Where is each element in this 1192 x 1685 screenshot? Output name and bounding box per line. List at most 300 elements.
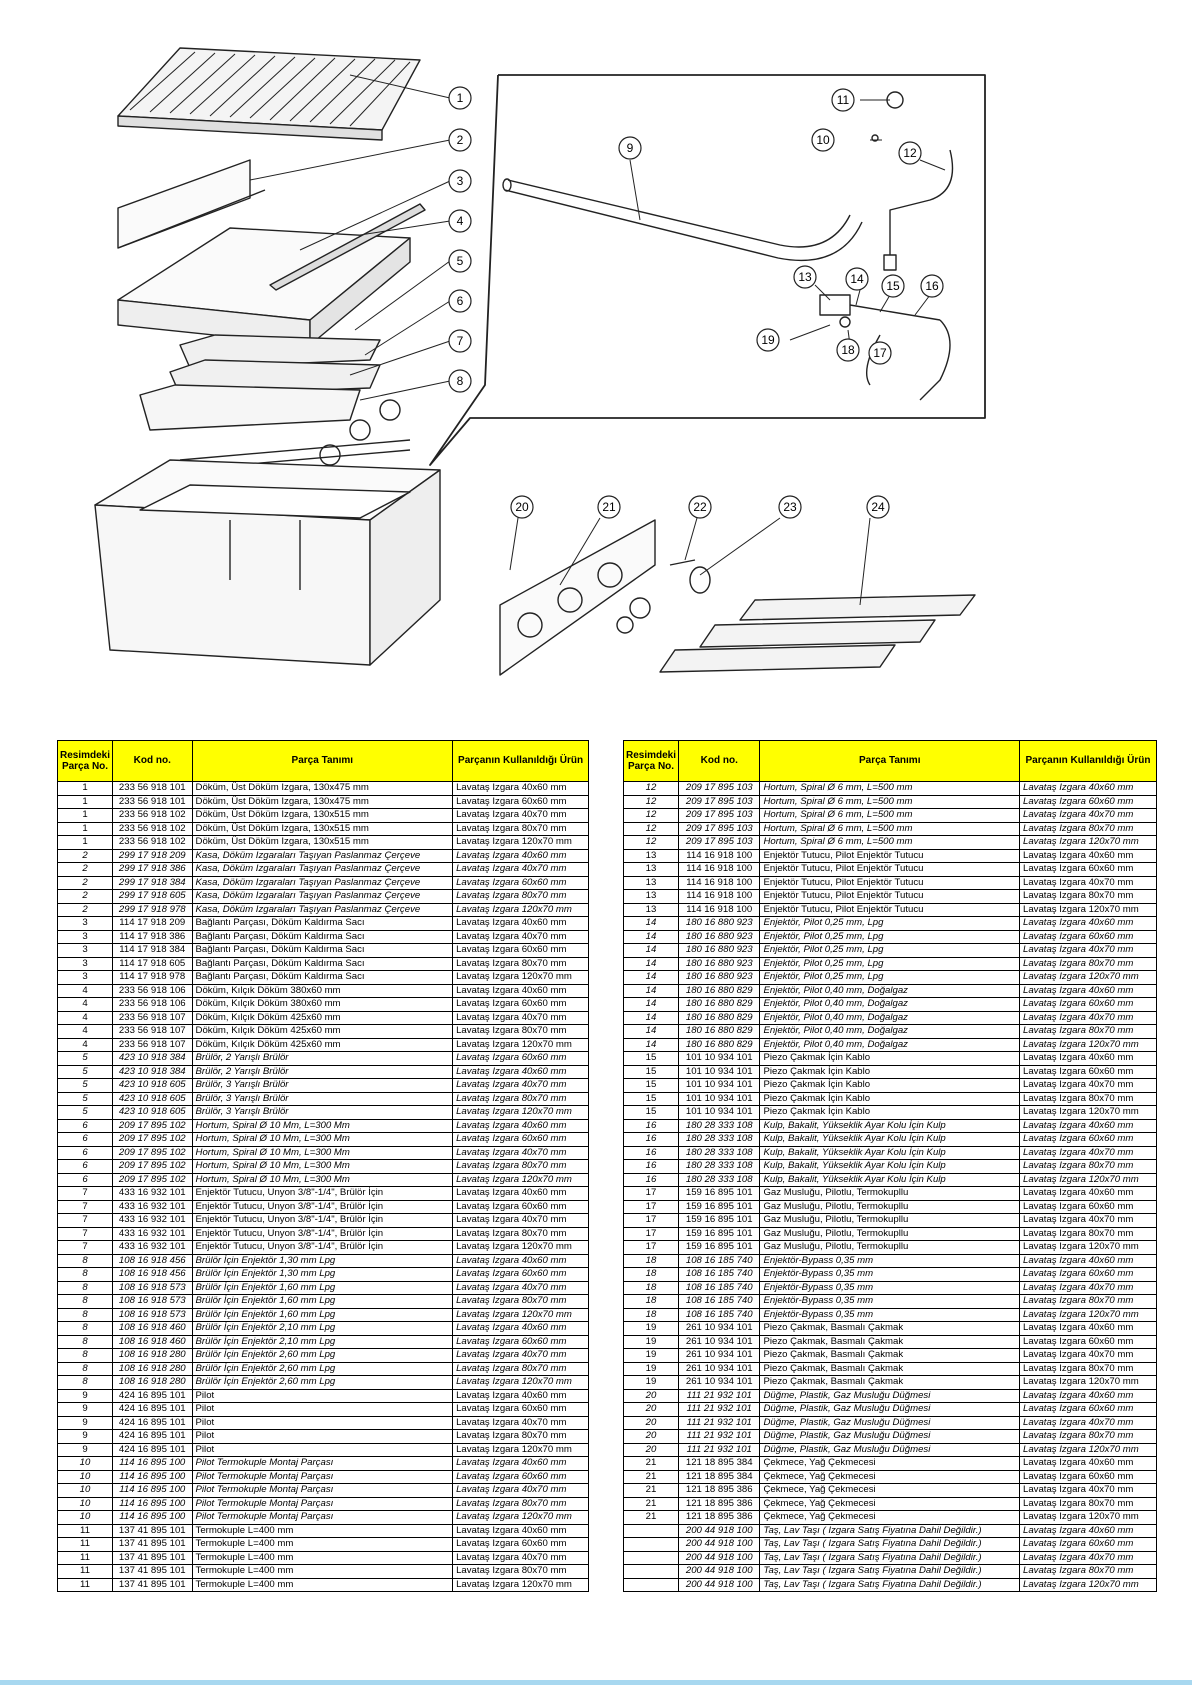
part-no-cell: 7	[58, 1187, 113, 1201]
description-cell: Enjektör Tutucu, Unyon 3/8"-1/4", Brülör İçin	[192, 1214, 453, 1228]
product-cell: Lavataş Izgara 120x70 mm	[453, 971, 589, 985]
product-cell: Lavataş Izgara 40x70 mm	[1020, 1416, 1157, 1430]
product-cell: Lavataş Izgara 80x70 mm	[1020, 957, 1157, 971]
product-cell: Lavataş Izgara 80x70 mm	[453, 822, 589, 836]
product-cell: Lavataş Izgara 60x60 mm	[1020, 1268, 1157, 1282]
table-row	[58, 1524, 589, 1538]
code-cell: 209 17 895 102	[113, 1160, 193, 1174]
code-cell: 180 28 333 108	[679, 1160, 760, 1174]
table-row	[58, 1254, 589, 1268]
description-cell: Enjektör-Bypass 0,35 mm	[760, 1308, 1020, 1322]
table-row	[624, 1025, 1157, 1039]
product-cell: Lavataş Izgara 40x70 mm	[453, 1011, 589, 1025]
product-cell: Lavataş Izgara 60x60 mm	[1020, 998, 1157, 1012]
code-cell: 209 17 895 103	[679, 809, 760, 823]
table-header-row	[58, 741, 589, 782]
code-cell: 209 17 895 103	[679, 795, 760, 809]
table-row	[624, 1079, 1157, 1093]
part-no-cell: 12	[624, 782, 679, 796]
part-no-cell: 19	[624, 1335, 679, 1349]
part-no-cell: 10	[58, 1497, 113, 1511]
table-row	[58, 1484, 589, 1498]
table-row	[624, 957, 1157, 971]
description-cell: Düğme, Plastik, Gaz Musluğu Düğmesi	[760, 1416, 1020, 1430]
table-row	[58, 1052, 589, 1066]
code-cell: 111 21 932 101	[679, 1430, 760, 1444]
table-row	[58, 1241, 589, 1255]
table-row	[624, 1511, 1157, 1525]
code-cell: 299 17 918 384	[113, 876, 193, 890]
description-cell: Kasa, Döküm Izgaraları Taşıyan Paslanmaz Çerçeve	[192, 863, 453, 877]
callout-24: 24	[871, 500, 885, 514]
description-cell: Hortum, Spiral Ø 6 mm, L=500 mm	[760, 782, 1020, 796]
description-cell: Hortum, Spiral Ø 6 mm, L=500 mm	[760, 795, 1020, 809]
code-cell: 101 10 934 101	[679, 1092, 760, 1106]
product-cell: Lavataş Izgara 40x60 mm	[453, 1389, 589, 1403]
part-no-cell: 16	[624, 1133, 679, 1147]
code-cell: 423 10 918 605	[113, 1079, 193, 1093]
product-cell: Lavataş Izgara 60x60 mm	[453, 876, 589, 890]
product-cell: Lavataş Izgara 80x70 mm	[1020, 890, 1157, 904]
code-cell: 233 56 918 101	[113, 782, 193, 796]
table-row	[624, 849, 1157, 863]
table-row	[58, 1146, 589, 1160]
table-row	[624, 1268, 1157, 1282]
part-no-cell: 8	[58, 1281, 113, 1295]
product-cell: Lavataş Izgara 40x70 mm	[453, 1349, 589, 1363]
code-cell: 261 10 934 101	[679, 1335, 760, 1349]
part-no-cell: 6	[58, 1146, 113, 1160]
part-no-cell: 5	[58, 1052, 113, 1066]
table-row	[624, 1106, 1157, 1120]
description-cell: Enjektör Tutucu, Pilot Enjektör Tutucu	[760, 876, 1020, 890]
callout-23: 23	[783, 500, 797, 514]
part-no-cell: 5	[58, 1092, 113, 1106]
callout-22: 22	[693, 500, 707, 514]
part-no-cell: 17	[624, 1200, 679, 1214]
code-cell: 108 16 918 456	[113, 1254, 193, 1268]
bottom-accent-bar	[0, 1680, 1192, 1685]
table-row	[58, 1362, 589, 1376]
description-cell: Hortum, Spiral Ø 10 Mm, L=300 Mm	[192, 1146, 453, 1160]
code-cell: 180 16 880 829	[679, 1038, 760, 1052]
table-row	[624, 1565, 1157, 1579]
description-cell: Gaz Musluğu, Pilotlu, Termokupllu	[760, 1214, 1020, 1228]
code-cell: 159 16 895 101	[679, 1227, 760, 1241]
description-cell: Çekmece, Yağ Çekmecesi	[760, 1484, 1020, 1498]
code-cell: 108 16 918 573	[113, 1281, 193, 1295]
product-cell: Lavataş Izgara 40x70 mm	[453, 1416, 589, 1430]
description-cell: Gaz Musluğu, Pilotlu, Termokupllu	[760, 1227, 1020, 1241]
part-no-cell: 4	[58, 1025, 113, 1039]
description-cell: Termokuple L=400 mm	[192, 1524, 453, 1538]
code-cell: 233 56 918 101	[113, 795, 193, 809]
description-cell: Kasa, Döküm Izgaraları Taşıyan Paslanmaz Çerçeve	[192, 890, 453, 904]
table-row	[624, 863, 1157, 877]
code-cell: 209 17 895 103	[679, 782, 760, 796]
part-no-cell: 3	[58, 930, 113, 944]
callout-2: 2	[456, 133, 464, 147]
product-cell: Lavataş Izgara 120x70 mm	[1020, 971, 1157, 985]
code-cell: 101 10 934 101	[679, 1106, 760, 1120]
product-cell: Lavataş Izgara 120x70 mm	[1020, 836, 1157, 850]
code-cell: 137 41 895 101	[113, 1578, 193, 1592]
product-cell: Lavataş Izgara 80x70 mm	[1020, 822, 1157, 836]
part-no-cell: 8	[58, 1295, 113, 1309]
code-cell: 121 18 895 384	[679, 1457, 760, 1471]
code-cell: 114 16 918 100	[679, 903, 760, 917]
table-row	[624, 1187, 1157, 1201]
part-no-cell: 20	[624, 1403, 679, 1417]
table-row	[624, 1092, 1157, 1106]
code-cell: 180 16 880 829	[679, 1011, 760, 1025]
description-cell: Piezo Çakmak İçin Kablo	[760, 1052, 1020, 1066]
description-cell: Brülör İçin Enjektör 2,60 mm Lpg	[192, 1349, 453, 1363]
part-no-cell: 3	[58, 971, 113, 985]
part-no-cell: 19	[624, 1362, 679, 1376]
product-cell: Lavataş Izgara 80x70 mm	[1020, 1362, 1157, 1376]
part-no-cell: 4	[58, 984, 113, 998]
product-cell: Lavataş Izgara 60x60 mm	[453, 1133, 589, 1147]
part-no-cell	[624, 1578, 679, 1592]
table-row	[58, 1335, 589, 1349]
description-cell: Enjektör Tutucu, Unyon 3/8"-1/4", Brülör İçin	[192, 1187, 453, 1201]
product-cell: Lavataş Izgara 120x70 mm	[453, 1578, 589, 1592]
part-no-cell: 2	[58, 903, 113, 917]
table-row	[58, 1227, 589, 1241]
header-part-no: Resimdeki Parça No.	[624, 741, 679, 782]
part-no-cell: 3	[58, 957, 113, 971]
part-no-cell: 5	[58, 1065, 113, 1079]
product-cell: Lavataş Izgara 60x60 mm	[1020, 1133, 1157, 1147]
table-row	[624, 1484, 1157, 1498]
table-row	[624, 1254, 1157, 1268]
product-cell: Lavataş Izgara 40x70 mm	[1020, 1484, 1157, 1498]
code-cell: 423 10 918 384	[113, 1065, 193, 1079]
description-cell: Döküm, Kılçık Döküm 380x60 mm	[192, 998, 453, 1012]
part-no-cell: 16	[624, 1173, 679, 1187]
product-cell: Lavataş Izgara 60x60 mm	[1020, 1065, 1157, 1079]
table-row	[624, 1281, 1157, 1295]
description-cell: Döküm, Kılçık Döküm 425x60 mm	[192, 1038, 453, 1052]
code-cell: 108 16 918 460	[113, 1322, 193, 1336]
product-cell: Lavataş Izgara 40x70 mm	[1020, 1146, 1157, 1160]
code-cell: 299 17 918 386	[113, 863, 193, 877]
description-cell: Döküm, Üst Döküm Izgara, 130x475 mm	[192, 782, 453, 796]
part-no-cell: 14	[624, 984, 679, 998]
part-no-cell: 1	[58, 822, 113, 836]
table-row	[58, 1349, 589, 1363]
table-row	[58, 971, 589, 985]
code-cell: 159 16 895 101	[679, 1214, 760, 1228]
code-cell: 137 41 895 101	[113, 1551, 193, 1565]
description-cell: Kulp, Bakalit, Yükseklik Ayar Kolu İçin Kulp	[760, 1160, 1020, 1174]
table-row	[58, 1119, 589, 1133]
code-cell: 233 56 918 102	[113, 836, 193, 850]
product-cell: Lavataş Izgara 60x60 mm	[1020, 795, 1157, 809]
code-cell: 233 56 918 106	[113, 998, 193, 1012]
header-code: Kod no.	[113, 741, 193, 782]
table-row	[624, 1241, 1157, 1255]
product-cell: Lavataş Izgara 60x60 mm	[453, 998, 589, 1012]
table-body-left	[58, 782, 589, 1592]
description-cell: Pilot	[192, 1416, 453, 1430]
product-cell: Lavataş Izgara 80x70 mm	[453, 1092, 589, 1106]
part-no-cell: 14	[624, 1038, 679, 1052]
table-row	[624, 1119, 1157, 1133]
callout-11: 11	[836, 93, 850, 107]
description-cell: Enjektör Tutucu, Pilot Enjektör Tutucu	[760, 890, 1020, 904]
description-cell: Döküm, Kılçık Döküm 425x60 mm	[192, 1011, 453, 1025]
description-cell: Taş, Lav Taşı ( Izgara Satış Fiyatına Dahil Değildir.)	[760, 1524, 1020, 1538]
part-no-cell: 12	[624, 795, 679, 809]
part-no-cell: 1	[58, 782, 113, 796]
description-cell: Brülör İçin Enjektör 2,60 mm Lpg	[192, 1376, 453, 1390]
description-cell: Brülör İçin Enjektör 2,10 mm Lpg	[192, 1335, 453, 1349]
table-row	[58, 1160, 589, 1174]
part-no-cell: 9	[58, 1443, 113, 1457]
description-cell: Brülör İçin Enjektör 1,30 mm Lpg	[192, 1254, 453, 1268]
product-cell: Lavataş Izgara 40x60 mm	[1020, 917, 1157, 931]
product-cell: Lavataş Izgara 120x70 mm	[453, 1038, 589, 1052]
part-no-cell: 6	[58, 1160, 113, 1174]
part-no-cell: 14	[624, 971, 679, 985]
description-cell: Bağlantı Parçası, Döküm Kaldırma Sacı	[192, 917, 453, 931]
product-cell: Lavataş Izgara 120x70 mm	[1020, 1578, 1157, 1592]
table-row	[624, 1416, 1157, 1430]
description-cell: Kulp, Bakalit, Yükseklik Ayar Kolu İçin Kulp	[760, 1146, 1020, 1160]
part-no-cell: 15	[624, 1052, 679, 1066]
part-no-cell: 5	[58, 1106, 113, 1120]
description-cell: Termokuple L=400 mm	[192, 1538, 453, 1552]
description-cell: Brülör, 3 Yarışlı Brülör	[192, 1092, 453, 1106]
table-row	[624, 1538, 1157, 1552]
description-cell: Enjektör, Pilot 0,25 mm, Lpg	[760, 917, 1020, 931]
callout-8: 8	[456, 374, 464, 388]
product-cell: Lavataş Izgara 40x70 mm	[1020, 1079, 1157, 1093]
part-no-cell: 2	[58, 876, 113, 890]
product-cell: Lavataş Izgara 80x70 mm	[1020, 1025, 1157, 1039]
table-row	[58, 1551, 589, 1565]
product-cell: Lavataş Izgara 80x70 mm	[1020, 1497, 1157, 1511]
part-no-cell: 16	[624, 1119, 679, 1133]
description-cell: Hortum, Spiral Ø 6 mm, L=500 mm	[760, 836, 1020, 850]
description-cell: Pilot Termokuple Montaj Parçası	[192, 1511, 453, 1525]
product-cell: Lavataş Izgara 80x70 mm	[1020, 1227, 1157, 1241]
product-cell: Lavataş Izgara 40x60 mm	[1020, 1457, 1157, 1471]
description-cell: Bağlantı Parçası, Döküm Kaldırma Sacı	[192, 971, 453, 985]
product-cell: Lavataş Izgara 80x70 mm	[1020, 1430, 1157, 1444]
product-cell: Lavataş Izgara 40x60 mm	[1020, 1322, 1157, 1336]
code-cell: 180 16 880 829	[679, 998, 760, 1012]
code-cell: 180 28 333 108	[679, 1133, 760, 1147]
description-cell: Pilot	[192, 1403, 453, 1417]
table-row	[58, 1281, 589, 1295]
product-cell: Lavataş Izgara 40x60 mm	[1020, 1052, 1157, 1066]
table-row	[624, 1376, 1157, 1390]
product-cell: Lavataş Izgara 40x70 mm	[1020, 1011, 1157, 1025]
product-cell: Lavataş Izgara 80x70 mm	[453, 890, 589, 904]
code-cell: 180 16 880 923	[679, 917, 760, 931]
table-row	[624, 809, 1157, 823]
table-row	[58, 1133, 589, 1147]
product-cell: Lavataş Izgara 40x70 mm	[453, 1281, 589, 1295]
product-cell: Lavataş Izgara 40x60 mm	[1020, 984, 1157, 998]
description-cell: Kulp, Bakalit, Yükseklik Ayar Kolu İçin Kulp	[760, 1173, 1020, 1187]
description-cell: Enjektör Tutucu, Pilot Enjektör Tutucu	[760, 903, 1020, 917]
code-cell: 433 16 932 101	[113, 1241, 193, 1255]
table-row	[624, 1430, 1157, 1444]
product-cell: Lavataş Izgara 120x70 mm	[1020, 1376, 1157, 1390]
callout-13: 13	[798, 270, 812, 284]
part-no-cell	[624, 1565, 679, 1579]
description-cell: Döküm, Üst Döküm Izgara, 130x515 mm	[192, 822, 453, 836]
table-row	[624, 1457, 1157, 1471]
description-cell: Brülör İçin Enjektör 2,10 mm Lpg	[192, 1322, 453, 1336]
description-cell: Piezo Çakmak İçin Kablo	[760, 1092, 1020, 1106]
product-cell: Lavataş Izgara 40x60 mm	[453, 917, 589, 931]
table-row	[58, 849, 589, 863]
part-no-cell: 19	[624, 1349, 679, 1363]
description-cell: Enjektör-Bypass 0,35 mm	[760, 1281, 1020, 1295]
table-row	[58, 1011, 589, 1025]
table-row	[58, 782, 589, 796]
product-cell: Lavataş Izgara 40x60 mm	[453, 1187, 589, 1201]
product-cell: Lavataş Izgara 40x70 mm	[1020, 1349, 1157, 1363]
description-cell: Termokuple L=400 mm	[192, 1565, 453, 1579]
table-row	[58, 930, 589, 944]
description-cell: Döküm, Üst Döküm Izgara, 130x475 mm	[192, 795, 453, 809]
part-no-cell: 18	[624, 1295, 679, 1309]
table-row	[58, 1403, 589, 1417]
part-no-cell: 8	[58, 1268, 113, 1282]
product-cell: Lavataş Izgara 120x70 mm	[1020, 1443, 1157, 1457]
description-cell: Hortum, Spiral Ø 6 mm, L=500 mm	[760, 822, 1020, 836]
product-cell: Lavataş Izgara 60x60 mm	[1020, 1470, 1157, 1484]
part-no-cell: 2	[58, 863, 113, 877]
code-cell: 433 16 932 101	[113, 1187, 193, 1201]
description-cell: Brülör, 2 Yarışlı Brülör	[192, 1052, 453, 1066]
description-cell: Hortum, Spiral Ø 10 Mm, L=300 Mm	[192, 1119, 453, 1133]
table-row	[58, 1443, 589, 1457]
code-cell: 121 18 895 386	[679, 1497, 760, 1511]
table-row	[58, 1079, 589, 1093]
table-row	[624, 1160, 1157, 1174]
description-cell: Enjektör-Bypass 0,35 mm	[760, 1254, 1020, 1268]
code-cell: 121 18 895 386	[679, 1511, 760, 1525]
description-cell: Kasa, Döküm Izgaraları Taşıyan Paslanmaz Çerçeve	[192, 876, 453, 890]
code-cell: 101 10 934 101	[679, 1079, 760, 1093]
product-cell: Lavataş Izgara 120x70 mm	[1020, 1106, 1157, 1120]
description-cell: Enjektör Tutucu, Unyon 3/8"-1/4", Brülör İçin	[192, 1227, 453, 1241]
table-row	[624, 1227, 1157, 1241]
table-row	[624, 1308, 1157, 1322]
product-cell: Lavataş Izgara 120x70 mm	[453, 1241, 589, 1255]
description-cell: Düğme, Plastik, Gaz Musluğu Düğmesi	[760, 1403, 1020, 1417]
description-cell: Kulp, Bakalit, Yükseklik Ayar Kolu İçin Kulp	[760, 1133, 1020, 1147]
table-row	[624, 1052, 1157, 1066]
table-row	[624, 984, 1157, 998]
part-no-cell: 16	[624, 1160, 679, 1174]
code-cell: 108 16 918 460	[113, 1335, 193, 1349]
callout-14: 14	[850, 272, 864, 286]
part-no-cell: 8	[58, 1308, 113, 1322]
description-cell: Enjektör Tutucu, Pilot Enjektör Tutucu	[760, 849, 1020, 863]
code-cell: 121 18 895 384	[679, 1470, 760, 1484]
product-cell: Lavataş Izgara 60x60 mm	[1020, 1335, 1157, 1349]
description-cell: Enjektör, Pilot 0,40 mm, Doğalgaz	[760, 984, 1020, 998]
description-cell: Piezo Çakmak, Basmalı Çakmak	[760, 1349, 1020, 1363]
table-row	[58, 1416, 589, 1430]
part-no-cell: 12	[624, 809, 679, 823]
part-no-cell: 10	[58, 1511, 113, 1525]
table-row	[624, 1443, 1157, 1457]
table-row	[58, 822, 589, 836]
part-no-cell	[624, 1538, 679, 1552]
table-row	[58, 998, 589, 1012]
product-cell: Lavataş Izgara 80x70 mm	[453, 1565, 589, 1579]
description-cell: Piezo Çakmak İçin Kablo	[760, 1065, 1020, 1079]
table-row	[624, 890, 1157, 904]
product-cell: Lavataş Izgara 40x60 mm	[1020, 1254, 1157, 1268]
table-row	[58, 863, 589, 877]
header-part-no: Resimdeki Parça No.	[58, 741, 113, 782]
description-cell: Bağlantı Parçası, Döküm Kaldırma Sacı	[192, 944, 453, 958]
product-cell: Lavataş Izgara 120x70 mm	[1020, 1511, 1157, 1525]
product-cell: Lavataş Izgara 80x70 mm	[453, 1497, 589, 1511]
description-cell: Bağlantı Parçası, Döküm Kaldırma Sacı	[192, 957, 453, 971]
description-cell: Çekmece, Yağ Çekmecesi	[760, 1511, 1020, 1525]
table-row	[624, 1133, 1157, 1147]
code-cell: 261 10 934 101	[679, 1349, 760, 1363]
part-no-cell	[624, 1524, 679, 1538]
product-cell: Lavataş Izgara 40x70 mm	[453, 1214, 589, 1228]
part-no-cell: 20	[624, 1430, 679, 1444]
product-cell: Lavataş Izgara 40x60 mm	[1020, 1389, 1157, 1403]
table-row	[58, 1106, 589, 1120]
table-row	[624, 971, 1157, 985]
product-cell: Lavataş Izgara 80x70 mm	[453, 1430, 589, 1444]
table-row	[624, 795, 1157, 809]
code-cell: 114 16 895 100	[113, 1457, 193, 1471]
part-no-cell: 8	[58, 1335, 113, 1349]
part-no-cell: 12	[624, 822, 679, 836]
callout-6: 6	[456, 294, 464, 308]
code-cell: 433 16 932 101	[113, 1227, 193, 1241]
product-cell: Lavataş Izgara 80x70 mm	[453, 1160, 589, 1174]
code-cell: 114 16 895 100	[113, 1497, 193, 1511]
table-row	[58, 1430, 589, 1444]
code-cell: 137 41 895 101	[113, 1565, 193, 1579]
code-cell: 433 16 932 101	[113, 1200, 193, 1214]
code-cell: 101 10 934 101	[679, 1052, 760, 1066]
table-row	[624, 782, 1157, 796]
product-cell: Lavataş Izgara 40x70 mm	[453, 1551, 589, 1565]
description-cell: Piezo Çakmak, Basmalı Çakmak	[760, 1362, 1020, 1376]
table-row	[624, 1578, 1157, 1592]
table-row	[58, 836, 589, 850]
product-cell: Lavataş Izgara 40x60 mm	[1020, 1187, 1157, 1201]
part-no-cell: 16	[624, 1146, 679, 1160]
part-no-cell: 13	[624, 876, 679, 890]
part-no-cell: 9	[58, 1389, 113, 1403]
table-row	[58, 1497, 589, 1511]
product-cell: Lavataş Izgara 80x70 mm	[453, 1025, 589, 1039]
part-no-cell: 13	[624, 890, 679, 904]
table-row	[624, 1349, 1157, 1363]
table-row	[58, 1470, 589, 1484]
product-cell: Lavataş Izgara 40x60 mm	[453, 1524, 589, 1538]
